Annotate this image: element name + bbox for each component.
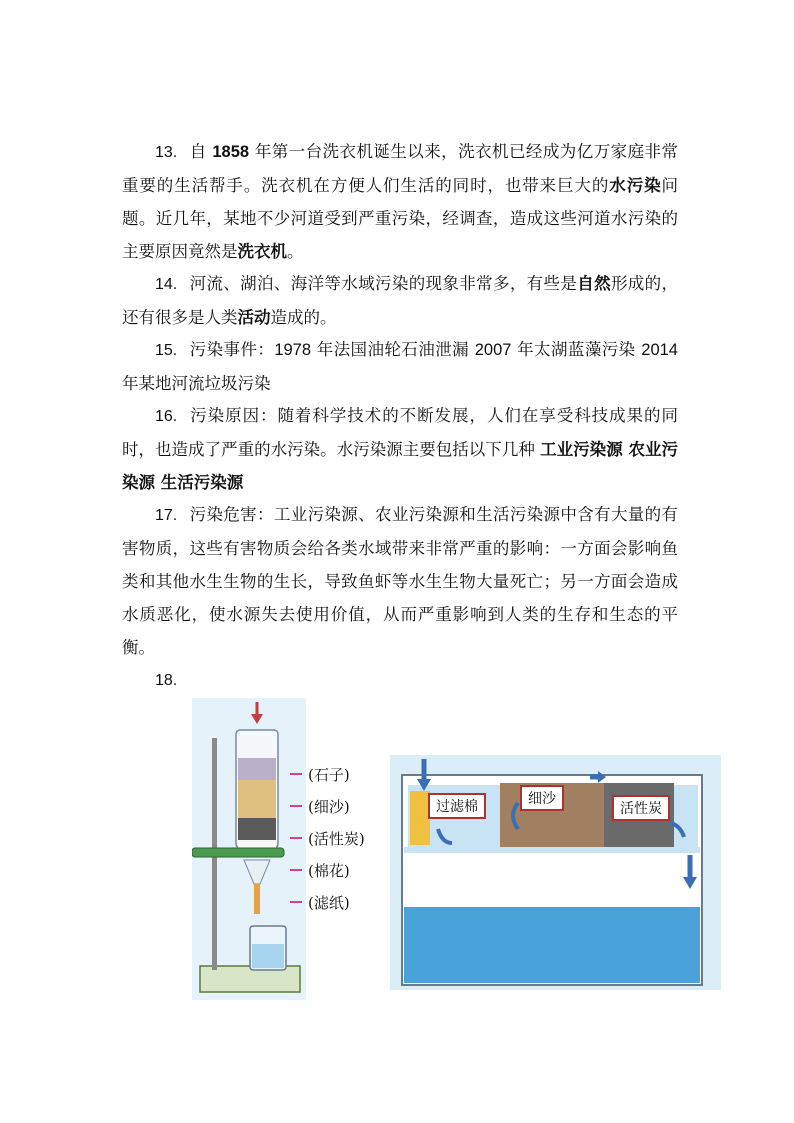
label-filter-paper: (滤纸)	[308, 894, 350, 912]
bold-term: 活动	[237, 308, 271, 327]
paragraph-13: 13. 自 1858 年第一台洗衣机诞生以来，洗衣机已经成为亿万家庭非常重要的生活帮手。洗衣机在方便人们生活的同时，也带来巨大的水污染问题。近几年，某地不少河道受到严重污染，经调查，造成这些河道水污染的主要原因竟然是洗衣机。	[122, 142, 679, 261]
paragraph-number: 17.	[155, 507, 178, 524]
label-activated-carbon-box: 活性炭	[612, 795, 670, 821]
paragraph-number: 13.	[155, 144, 178, 161]
label-stones: (石子)	[308, 766, 350, 784]
filter-apparatus-drawing	[192, 698, 306, 1000]
paragraph-number: 18.	[155, 672, 178, 689]
bold-term: 洗衣机	[237, 242, 287, 261]
bold-term: 工业污染源 农业污染源 生活污染源	[122, 440, 679, 492]
bold-term: 自然	[577, 274, 611, 293]
paragraph-18	[122, 663, 678, 697]
paragraph-number: 16.	[155, 408, 178, 425]
paragraph-17: 17. 污染危害：工业污染源、农业污染源和生活污染源中含有大量的有害物质，这些有害物质会给各类水域带来非常严重的影响：一方面会影响鱼类和其他水生生物的生长，导致鱼虾等水生生物大量死亡；另一方面会造成水质恶化，使水源失去使用价值，从而严重影响到人类的生存和生态的平衡。	[122, 505, 678, 657]
paragraph-number: 14.	[155, 276, 178, 293]
label-filter-cotton: 过滤棉	[428, 793, 486, 819]
paragraph-number: 15.	[155, 342, 178, 359]
paragraph-14: 14. 河流、湖泊、海洋等水域污染的现象非常多，有些是自然形成的，还有很多是人类活动造成的。	[122, 274, 679, 327]
filter-apparatus-figure	[192, 698, 306, 1000]
paragraph-16: 16. 污染原因：随着科学技术的不断发展，人们在享受科技成果的同时，也造成了严重的水污染。水污染源主要包括以下几种 工业污染源 农业污染源 生活污染源	[122, 406, 679, 492]
label-fine-sand: (细沙)	[308, 798, 350, 816]
label-activated-carbon: (活性炭)	[308, 830, 365, 848]
paragraph-15: 15. 污染事件：1978 年法国油轮石油泄漏 2007 年太湖蓝藻污染 2014 年某地河流垃圾污染	[122, 340, 678, 393]
filter-tank-figure	[390, 755, 721, 990]
label-leader-lines	[290, 760, 302, 920]
label-fine-sand-box: 细沙	[520, 785, 564, 811]
bold-term: 水污染	[609, 176, 662, 195]
label-cotton: (棉花)	[308, 862, 350, 880]
